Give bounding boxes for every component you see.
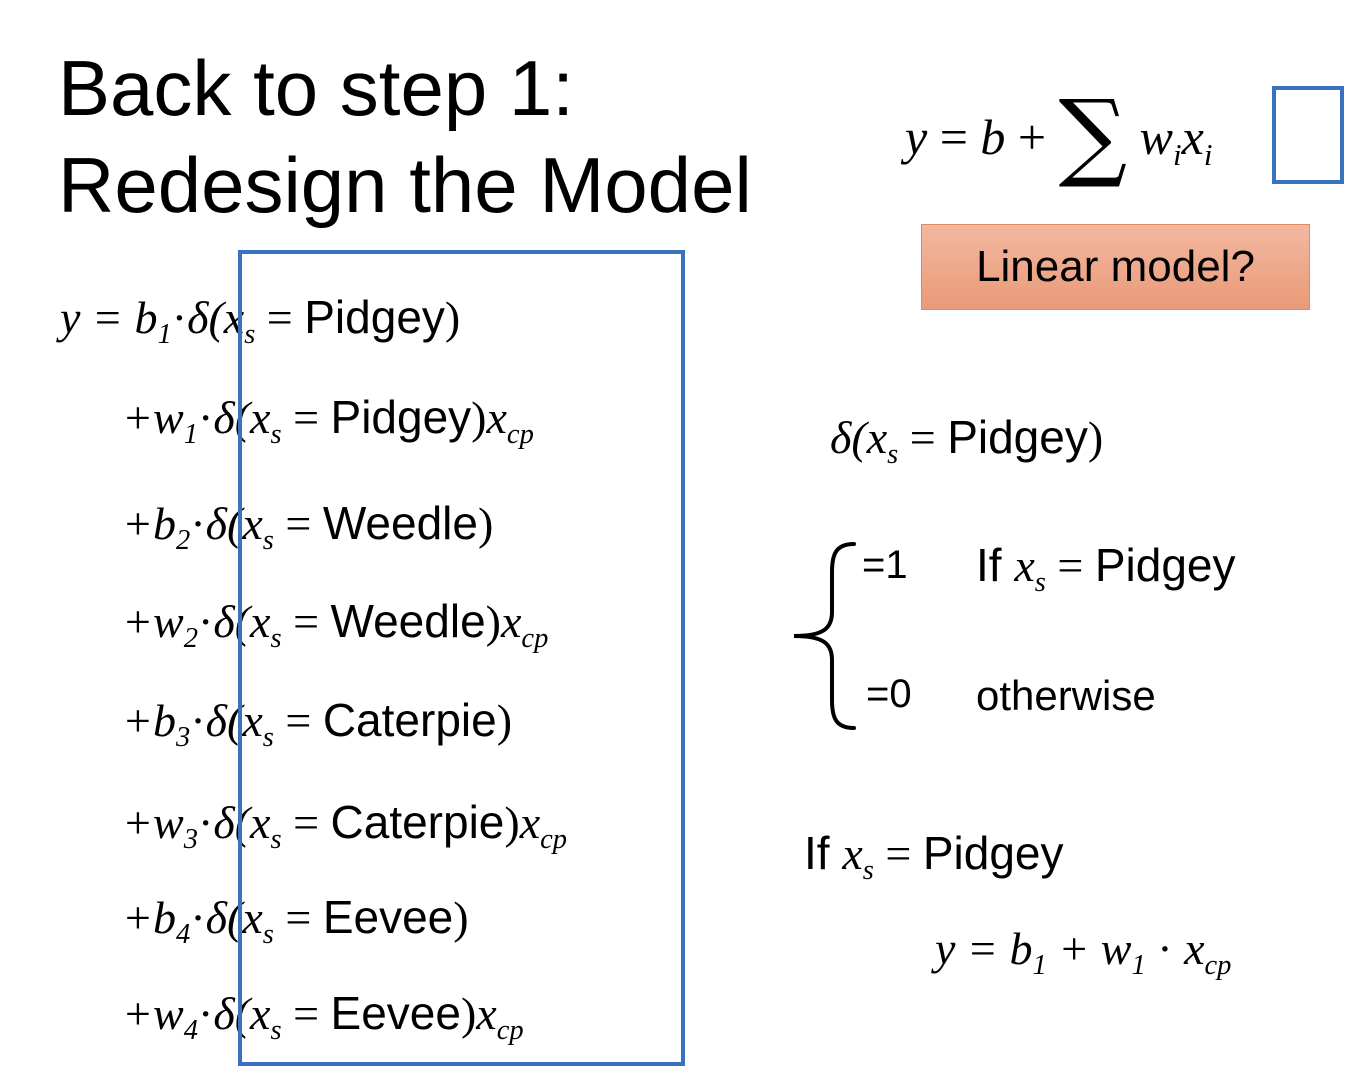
cp-variable-index: cp bbox=[506, 418, 534, 450]
linear-model-formula bbox=[905, 79, 1213, 191]
delta-terms-highlight-box bbox=[238, 250, 685, 1066]
example-result: $y = b_1 + w_1 \cdot x_{cp}$ bbox=[935, 923, 1232, 981]
case1-condition: If $x_s$ = Pidgey bbox=[976, 539, 1236, 598]
case0-text: otherwise bbox=[976, 672, 1156, 719]
cp-variable: x bbox=[519, 797, 541, 848]
delta-close: ) bbox=[460, 988, 477, 1039]
term-coefficient-index: 3 bbox=[183, 823, 198, 855]
cp-variable-index: cp bbox=[540, 823, 568, 855]
term-coefficient: +b bbox=[122, 695, 177, 746]
term-equals: = bbox=[281, 988, 331, 1039]
term-coefficient-index: 2 bbox=[176, 524, 191, 556]
case-brace bbox=[788, 540, 858, 732]
term-coefficient: y = b bbox=[60, 292, 158, 343]
species-variable-index: s bbox=[262, 721, 274, 753]
term-coefficient: +w bbox=[122, 392, 184, 443]
species-variable-index: s bbox=[270, 418, 282, 450]
term-dot: · bbox=[198, 392, 214, 443]
species-variable-index: s bbox=[244, 318, 256, 350]
term-coefficient-index: 2 bbox=[183, 622, 198, 654]
linear-model-callout bbox=[921, 224, 1310, 310]
delta-open: δ( bbox=[213, 392, 251, 443]
cp-variable-index: cp bbox=[521, 622, 549, 654]
case0-value: =0 bbox=[866, 672, 912, 716]
term-equals: = bbox=[281, 392, 331, 443]
term-equals: = bbox=[273, 498, 323, 549]
cp-variable-index: cp bbox=[496, 1014, 524, 1046]
species-variable: x bbox=[250, 988, 271, 1039]
example-condition: If $x_s$ = Pidgey bbox=[804, 827, 1064, 886]
title-line-2: Redesign the Model bbox=[58, 141, 752, 229]
term-dot: · bbox=[190, 892, 206, 943]
sum-symbol: ∑ bbox=[1058, 79, 1128, 191]
species-variable: x bbox=[223, 292, 245, 343]
species-variable: x bbox=[250, 797, 271, 848]
cp-variable: x bbox=[500, 596, 522, 647]
delta-close: ) bbox=[453, 892, 469, 943]
species-name: Eevee bbox=[330, 987, 461, 1039]
formula-equals: = bbox=[939, 109, 968, 165]
term-dot: · bbox=[190, 498, 206, 549]
delta-open: δ( bbox=[205, 695, 243, 746]
species-variable: x bbox=[250, 392, 271, 443]
term-equals: = bbox=[273, 695, 323, 746]
case1-value: =1 bbox=[862, 543, 908, 587]
delta-open: δ( bbox=[205, 498, 243, 549]
species-variable-index: s bbox=[270, 823, 282, 855]
slide-title bbox=[58, 40, 752, 234]
term-dot: · bbox=[190, 695, 206, 746]
term-equals: = bbox=[281, 797, 331, 848]
delta-close: ) bbox=[504, 797, 520, 848]
term-coefficient: +w bbox=[122, 797, 184, 848]
term-coefficient: +w bbox=[122, 596, 184, 647]
formula-weight: $w_i$ bbox=[1139, 109, 1182, 172]
species-variable: x bbox=[250, 596, 271, 647]
species-name: Eevee bbox=[322, 891, 454, 943]
formula-plus: + bbox=[1017, 109, 1047, 165]
delta-close: ) bbox=[485, 596, 501, 647]
term-coefficient: +b bbox=[122, 892, 177, 943]
delta-close: ) bbox=[444, 292, 461, 343]
term-equals: = bbox=[281, 596, 331, 647]
species-variable-index: s bbox=[262, 918, 274, 950]
term-dot: · bbox=[198, 988, 214, 1039]
species-variable-index: s bbox=[262, 524, 274, 556]
callout-label: Linear model? bbox=[976, 242, 1255, 291]
formula-input: $x_i$ bbox=[1181, 109, 1213, 172]
term-coefficient-index: 4 bbox=[183, 1014, 198, 1046]
term-dot: · bbox=[198, 797, 214, 848]
species-variable-index: s bbox=[270, 1014, 282, 1046]
delta-open: δ( bbox=[213, 797, 251, 848]
formula-bias: b bbox=[980, 109, 1006, 165]
species-name: Weedle bbox=[330, 595, 486, 647]
term-equals: = bbox=[273, 892, 323, 943]
species-variable-index: s bbox=[270, 622, 282, 654]
delta-species: Pidgey bbox=[947, 411, 1088, 463]
delta-open: δ( bbox=[187, 292, 224, 343]
feature-highlight-box bbox=[1272, 86, 1344, 184]
species-variable: x bbox=[242, 892, 263, 943]
delta-close: ) bbox=[471, 392, 487, 443]
species-name: Caterpie bbox=[330, 796, 505, 848]
term-coefficient-index: 4 bbox=[176, 918, 191, 950]
term-dot: · bbox=[171, 292, 188, 343]
cp-variable: x bbox=[486, 392, 507, 443]
delta-open: δ( bbox=[205, 892, 243, 943]
delta-open: δ( bbox=[213, 988, 251, 1039]
species-variable: x bbox=[242, 498, 263, 549]
cp-variable: x bbox=[476, 988, 497, 1039]
delta-close: ) bbox=[496, 695, 513, 746]
species-name: Weedle bbox=[322, 497, 478, 549]
term-coefficient-index: 1 bbox=[183, 418, 198, 450]
term-coefficient-index: 1 bbox=[157, 318, 172, 350]
delta-definition-heading: $\delta(x_s$ = Pidgey) bbox=[830, 411, 1104, 470]
formula-y: y bbox=[905, 109, 928, 165]
term-equals: = bbox=[255, 292, 305, 343]
term-coefficient: +w bbox=[122, 988, 184, 1039]
species-name: Pidgey bbox=[330, 391, 472, 443]
term-dot: · bbox=[198, 596, 214, 647]
species-variable: x bbox=[242, 695, 263, 746]
title-line-1: Back to step 1: bbox=[58, 44, 574, 132]
species-name: Caterpie bbox=[322, 694, 497, 746]
species-name: Pidgey bbox=[304, 291, 445, 343]
term-coefficient: +b bbox=[122, 498, 177, 549]
term-coefficient-index: 3 bbox=[176, 721, 191, 753]
delta-close: ) bbox=[477, 498, 494, 549]
delta-open: δ( bbox=[213, 596, 251, 647]
